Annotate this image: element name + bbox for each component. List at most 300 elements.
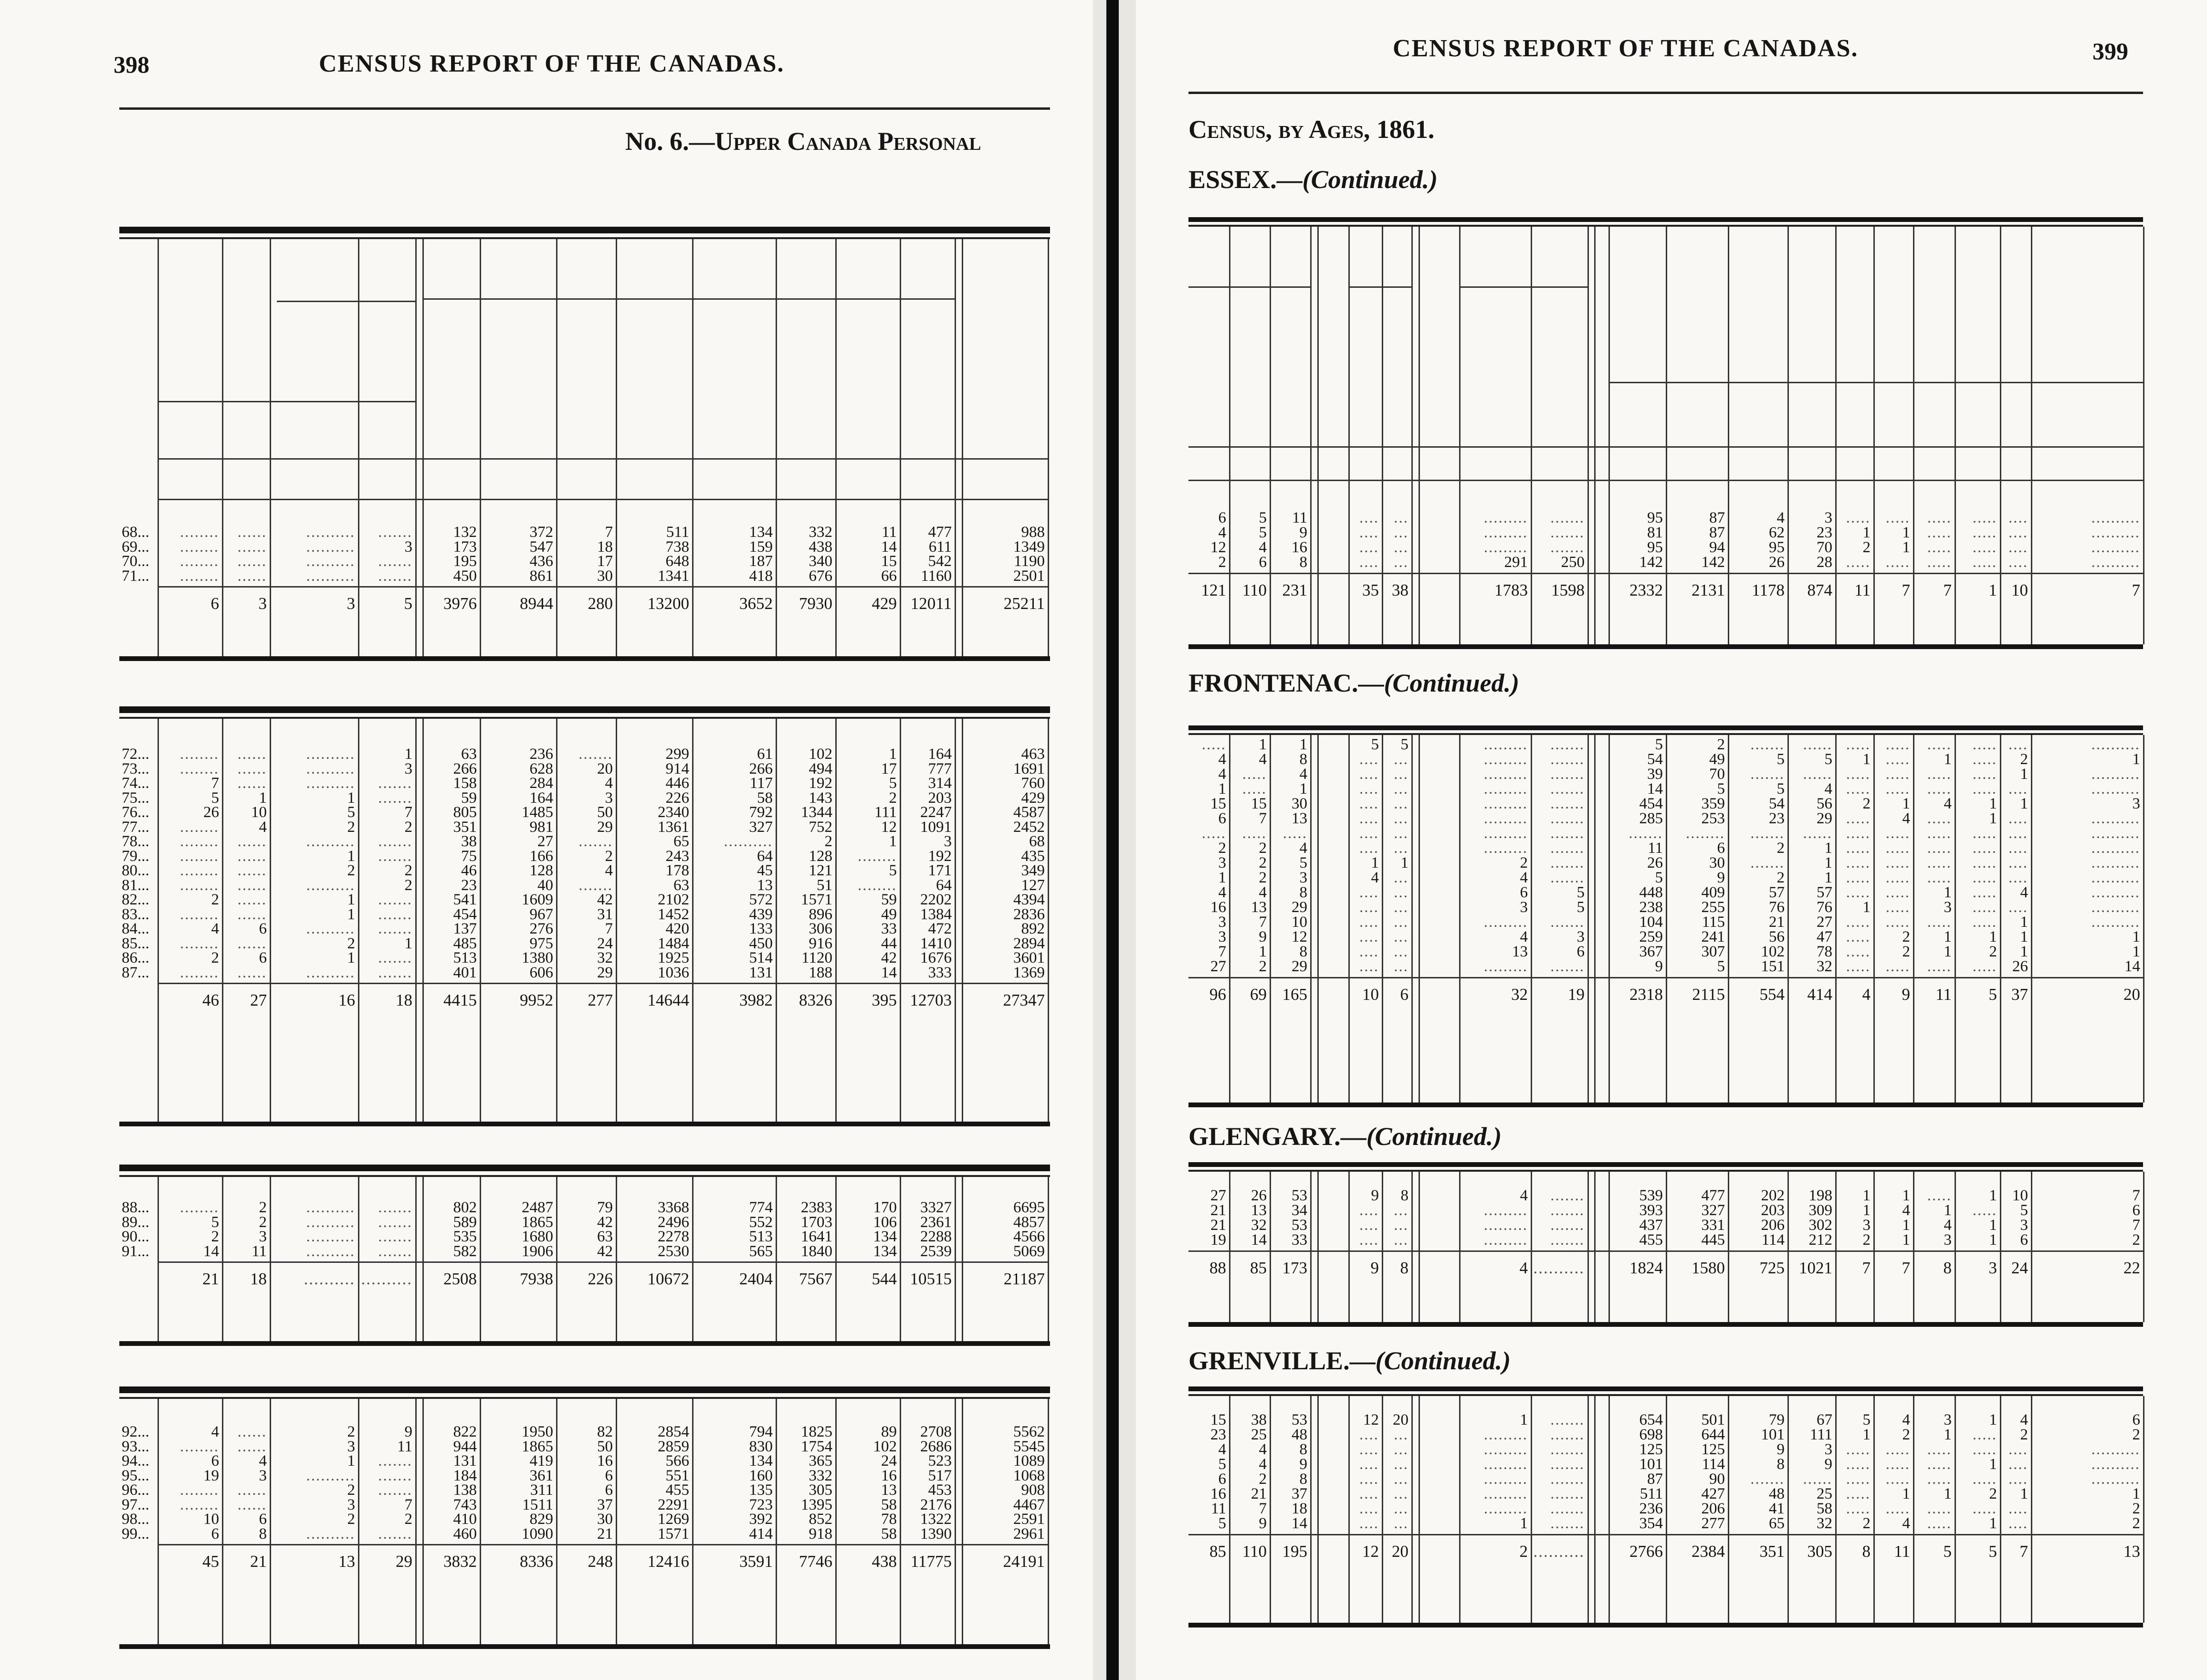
empty-cell-dots: ..... [1927,524,1952,541]
table-cell: 1703 [801,1213,832,1231]
empty-cell-dots: ....... [378,1467,412,1484]
table-cell: 9 [1299,1456,1307,1473]
empty-cell-dots: ... [1394,943,1408,960]
table-cell: 1 [2020,928,2028,945]
table-cell: 1 [1944,928,1952,945]
table-cell: 57 [1769,884,1785,901]
table-row [0,892,1093,907]
empty-cell-dots: ....... [578,833,613,850]
table-cell: 1 [1824,869,1832,886]
table-cell: 1 [347,905,355,923]
table-cell: 2176 [920,1496,952,1513]
table-cell: 4 [1371,869,1379,886]
table-cell: 2383 [801,1199,832,1216]
table-cell: 50 [597,1438,613,1455]
total-cell: 18 [396,991,412,1009]
table-cell: 21 [1210,1202,1226,1219]
section-top-rule [119,706,1050,713]
table-cell: 29 [1292,958,1307,975]
table-cell: 6 [1218,1470,1226,1488]
table-cell: 164 [529,789,553,807]
table-cell: 75 [461,847,477,865]
table-cell: 439 [749,905,773,923]
table-cell: 1511 [522,1496,553,1513]
table-cell: 9 [1776,1441,1785,1458]
column-divider [1587,227,1589,644]
table-cell: 206 [1701,1500,1725,1517]
table-cell: 327 [749,818,773,836]
empty-cell-dots: ... [1394,1217,1408,1234]
table-cell: 6 [259,920,267,937]
table-cell: 1 [2132,928,2140,945]
total-cell: 7 [1862,1259,1871,1277]
total-rule [1188,1250,2143,1252]
table-cell: 50 [597,804,613,821]
total-cell: 25211 [1003,594,1045,613]
table-cell: 2 [1259,958,1267,975]
table-cell: 63 [461,746,477,763]
table-cell: 1 [889,833,897,850]
table-cell: 24 [597,934,613,952]
table-cell: 1 [404,746,412,763]
table-cell: 2 [1218,554,1226,571]
table-cell: 47 [1817,928,1832,945]
table-cell: 861 [529,567,553,585]
table-cell: 367 [1639,943,1663,960]
empty-cell-dots: ... [1394,1485,1408,1502]
empty-cell-dots: ....... [1750,766,1785,783]
table-cell: 63 [597,1228,613,1245]
table-cell: 1 [2132,1485,2140,1502]
total-cell: 8 [1400,1259,1408,1277]
empty-cell-dots: ..... [1927,1456,1952,1473]
table-cell: 1068 [1013,1467,1045,1484]
table-cell: 6 [259,949,267,966]
table-cell: 23 [1817,524,1832,541]
empty-cell-dots: .... [2008,854,2028,872]
table-cell: 1691 [1013,760,1045,777]
table-cell: 2 [404,818,412,836]
total-cell: 3832 [443,1552,477,1571]
empty-cell-dots: ..... [1846,884,1871,901]
table-row [0,878,1093,892]
total-cell: 37 [2011,985,2028,1004]
empty-cell-dots: ..... [1846,780,1871,798]
continued-label: (Continued.) [1375,1346,1511,1375]
table-cell: 485 [453,934,477,952]
empty-cell-dots: ....... [378,833,412,850]
table-cell: 2539 [920,1242,952,1260]
total-cell: 2318 [1629,985,1663,1004]
table-cell: 16 [1210,899,1226,916]
empty-cell-dots: ..... [1972,840,1997,857]
table-cell: 1484 [658,934,689,952]
total-cell: 18 [250,1270,267,1288]
table-cell: 5 [2020,1202,2028,1219]
table-cell: 1160 [921,567,952,585]
table-cell: 137 [453,920,477,937]
empty-cell-dots: ..... [1927,1187,1952,1204]
table-cell: 1 [1218,869,1226,886]
table-cell: 48 [1292,1426,1307,1443]
table-cell: 2 [1862,1231,1871,1249]
empty-cell-dots: .......... [724,833,773,850]
table-cell: 117 [749,775,773,792]
total-cell: 8944 [520,594,553,613]
table-cell: 1361 [658,818,689,836]
table-cell: 3 [1944,899,1952,916]
table-cell: 8 [1299,554,1307,571]
empty-cell-dots: .... [2008,554,2028,571]
table-cell: 95 [1647,539,1663,556]
table-cell: 134 [873,1228,897,1245]
empty-cell-dots: ..... [1846,1485,1871,1502]
table-cell: 5562 [1013,1423,1045,1440]
table-cell: 106 [873,1213,897,1231]
column-divider [616,239,617,656]
table-cell: 128 [809,847,832,865]
table-cell: 160 [749,1467,773,1484]
table-cell: 5 [1576,884,1585,901]
table-cell: 184 [453,1467,477,1484]
table-cell: 1 [1299,736,1307,753]
row-age-label: 77... [122,818,149,836]
table-cell: 14 [881,964,897,981]
table-cell: 463 [1021,746,1045,763]
empty-cell-dots: ..... [1972,1470,1997,1488]
empty-cell-dots: .......... [306,1242,355,1260]
table-cell: 420 [665,920,689,937]
empty-cell-dots: ....... [1550,1441,1585,1458]
table-row [1136,1516,2207,1531]
empty-cell-dots: ........ [180,905,219,923]
empty-cell-dots: ......... [1483,1202,1528,1219]
table-cell: 3601 [1013,949,1045,966]
table-cell: 65 [1769,1515,1785,1532]
table-cell: 26 [1769,554,1785,571]
table-cell: 4587 [1013,804,1045,821]
table-row [0,951,1093,965]
blind-header [1926,229,1964,358]
table-cell: 6 [2132,1202,2140,1219]
empty-cell-dots: .... [2008,899,2028,916]
table-cell: 1 [1902,1187,1910,1204]
empty-cell-dots: ....... [1750,825,1785,842]
running-head-left: CENSUS REPORT OF THE CANADAS. [319,50,785,77]
table-cell: 6 [2020,1231,2028,1249]
empty-cell-dots: .......... [306,833,355,850]
total-cell: 10 [1362,985,1379,1004]
empty-cell-dots: .... [1359,884,1379,901]
total-row [0,594,1093,613]
table-cell: 102 [873,1438,897,1455]
empty-cell-dots: ..... [1885,869,1910,886]
table-cell: 30 [1709,854,1725,872]
table-cell: 266 [749,760,773,777]
table-cell: 7 [1218,943,1226,960]
table-cell: 644 [1701,1426,1725,1443]
table-cell: 2 [1776,869,1785,886]
table-cell: 4 [1218,766,1226,783]
table-cell: 64 [757,847,773,865]
total-cell: 6 [1400,985,1408,1004]
empty-cell-dots: .......... [2091,1456,2140,1473]
table-cell: 206 [1761,1217,1785,1234]
total-cell: 544 [872,1270,897,1288]
table-cell: 63 [673,876,689,894]
empty-cell-dots: ..... [1885,854,1910,872]
table-cell: 6 [1576,943,1585,960]
empty-cell-dots: ..... [1846,854,1871,872]
empty-cell-dots: ... [1394,539,1408,556]
table-cell: 2 [1520,854,1528,872]
table-cell: 48 [1769,1485,1785,1502]
table-row [0,1425,1093,1439]
column-divider [1666,227,1667,644]
table-cell: 455 [665,1481,689,1499]
total-cell: 2131 [1692,581,1725,599]
table-cell: 1 [1902,539,1910,556]
empty-cell-dots: ....... [1550,810,1585,827]
table-cell: 1609 [522,891,553,908]
empty-cell-dots: ... [1394,914,1408,931]
empty-cell-dots: .......... [2091,810,2140,827]
row-age-label: 71... [122,567,149,585]
empty-cell-dots: .... [1359,914,1379,931]
section-bottom-rule [1188,644,2143,649]
table-cell: 446 [665,775,689,792]
table-cell: 2 [347,862,355,879]
column-divider [2031,227,2032,644]
table-cell: 896 [809,905,832,923]
total-cell: 32 [1511,985,1528,1004]
table-cell: 2 [2132,1515,2140,1532]
empty-cell-dots: ..... [1927,1470,1952,1488]
table-cell: 76 [1769,899,1785,916]
empty-cell-dots: ..... [1282,825,1307,842]
empty-cell-dots: ....... [378,847,412,865]
table-cell: 13 [1292,810,1307,827]
table-row [1136,826,2207,840]
table-cell: 2 [259,1199,267,1216]
table-cell: 111 [1809,1426,1832,1443]
total-cell: 3652 [739,594,773,613]
empty-cell-dots: ....... [378,553,412,570]
empty-cell-dots: ..... [1972,766,1997,783]
table-cell: 1 [1862,524,1871,541]
table-cell: 250 [1561,554,1585,571]
empty-cell-dots: .... [2008,840,2028,857]
empty-cell-dots: ..... [1846,914,1871,931]
table-row [0,1439,1093,1454]
empty-cell-dots: ...... [237,553,267,570]
table-cell: 95 [1647,509,1663,526]
table-cell: 2 [1218,840,1226,857]
empty-cell-dots: ......... [1483,1426,1528,1443]
empty-cell-dots: ... [1394,1456,1408,1473]
table-row [0,569,1093,583]
table-cell: 852 [809,1511,832,1528]
table-cell: 392 [749,1511,773,1528]
column-divider [1419,227,1420,644]
table-cell: 4 [1259,751,1267,768]
table-cell: 455 [1639,1231,1663,1249]
table-cell: 212 [1808,1231,1832,1249]
total-cell: 10515 [910,1270,952,1288]
table-cell: 410 [453,1511,477,1528]
total-cell: 2404 [739,1270,773,1288]
table-cell: 792 [749,804,773,821]
table-cell: 1 [2132,943,2140,960]
table-cell: 255 [1701,899,1725,916]
empty-cell-dots: .... [2008,736,2028,753]
total-cell: 725 [1759,1259,1785,1277]
table-cell: 18 [1292,1500,1307,1517]
empty-cell-dots: ..... [1927,539,1952,556]
total-cell: 16 [338,991,355,1009]
deaths-underline [277,301,415,302]
table-cell: 114 [1761,1231,1785,1249]
table-cell: 11 [1292,509,1307,526]
empty-cell-dots: ..... [1972,884,1997,901]
table-cell: 1950 [522,1423,553,1440]
empty-cell-dots: ..... [1972,869,1997,886]
empty-cell-dots: ..... [1927,825,1952,842]
table-cell: 967 [529,905,553,923]
table-cell: 23 [1210,1426,1226,1443]
column-divider [158,239,159,656]
table-cell: 3 [944,833,952,850]
column-divider [415,239,417,656]
total-cell: 277 [588,991,613,1009]
table-row [1136,540,2207,555]
column-divider [1728,227,1729,644]
empty-cell-dots: ..... [1242,766,1267,783]
table-cell: 3327 [920,1199,952,1216]
empty-cell-dots: ...... [237,934,267,952]
column-divider [222,239,223,656]
table-row [1136,737,2207,752]
empty-cell-dots: ...... [237,891,267,908]
table-cell: 2361 [920,1213,952,1231]
total-cell: 395 [872,991,897,1009]
empty-cell-dots: ........ [1686,825,1725,842]
column-divider [1317,227,1319,644]
table-cell: 5 [1717,958,1725,975]
table-cell: 7 [404,1496,412,1513]
table-cell: 1380 [522,949,553,966]
table-cell: 2501 [1013,567,1045,585]
empty-cell-dots: .......... [2091,736,2140,753]
empty-cell-dots: .... [1359,1500,1379,1517]
table-cell: 1 [1862,751,1871,768]
table-cell: 566 [665,1452,689,1470]
table-cell: 2 [824,833,832,850]
row-age-label: 83... [122,905,149,923]
table-cell: 238 [1639,899,1663,916]
table-cell: 4 [2020,1411,2028,1428]
table-cell: 1 [1902,1231,1910,1249]
total-cell: 414 [1807,985,1832,1004]
total-row [0,1272,1093,1286]
total-cell: 4 [1862,985,1871,1004]
table-cell: 1906 [522,1242,553,1260]
table-cell: 26 [1647,854,1663,872]
empty-cell-dots: ....... [1750,1470,1785,1488]
table-cell: 2530 [658,1242,689,1260]
indians-underline [1348,286,1411,288]
row-age-label: 87... [122,964,149,981]
table-cell: 121 [809,862,832,879]
total-cell: 3976 [443,594,477,613]
table-cell: 332 [809,524,832,541]
table-cell: 11 [397,1438,412,1455]
empty-cell-dots: ......... [1483,810,1528,827]
empty-cell-dots: .... [1359,825,1379,842]
empty-cell-dots: ........ [180,847,219,865]
table-cell: 14 [1647,780,1663,798]
table-cell: 1 [1902,524,1910,541]
table-cell: 437 [1639,1217,1663,1234]
table-cell: 4 [1944,1217,1952,1234]
total-cell: 2115 [1692,985,1725,1004]
table-cell: 1 [2020,766,2028,783]
table-cell: 1 [1902,1217,1910,1234]
section-top-rule [1188,1162,2143,1167]
table-cell: 236 [1639,1500,1663,1517]
table-cell: 18 [597,538,613,556]
table-cell: 372 [529,524,553,541]
table-cell: 2 [1902,1426,1910,1443]
empty-cell-dots: ..... [1927,854,1952,872]
table-cell: 114 [1702,1456,1725,1473]
right-page [1136,0,2207,1680]
table-cell: 3 [347,1496,355,1513]
empty-cell-dots: ....... [1550,914,1585,931]
table-cell: 13 [757,876,773,894]
total-cell: 13200 [647,594,689,613]
table-cell: 1 [1902,795,1910,812]
table-cell: 1 [1371,854,1379,872]
empty-cell-dots: ...... [237,538,267,556]
total-cell: 429 [872,594,897,613]
empty-cell-dots: ........ [180,553,219,570]
column-divider [1459,227,1461,644]
table-cell: 2 [1259,869,1267,886]
table-cell: 1 [1989,928,1997,945]
empty-cell-dots: .... [1359,539,1379,556]
table-cell: 723 [749,1496,773,1513]
section-top-rule [1188,725,2143,730]
empty-cell-dots: ..... [1885,884,1910,901]
table-cell: 4 [1902,1202,1910,1219]
empty-cell-dots: ....... [1550,751,1585,768]
empty-cell-dots: ..... [1927,869,1952,886]
table-row [1136,752,2207,766]
empty-cell-dots: .... [1359,943,1379,960]
table-cell: 454 [453,905,477,923]
empty-cell-dots: .... [1359,1231,1379,1249]
empty-cell-dots: .... [1359,1426,1379,1443]
empty-cell-dots: ....... [1550,780,1585,798]
table-cell: 648 [665,553,689,570]
column-number-rule [158,499,1048,500]
table-cell: 62 [1769,524,1785,541]
table-row [0,1229,1093,1244]
column-divider [422,239,424,656]
table-cell: 414 [749,1525,773,1543]
empty-cell-dots: ..... [1927,509,1952,526]
